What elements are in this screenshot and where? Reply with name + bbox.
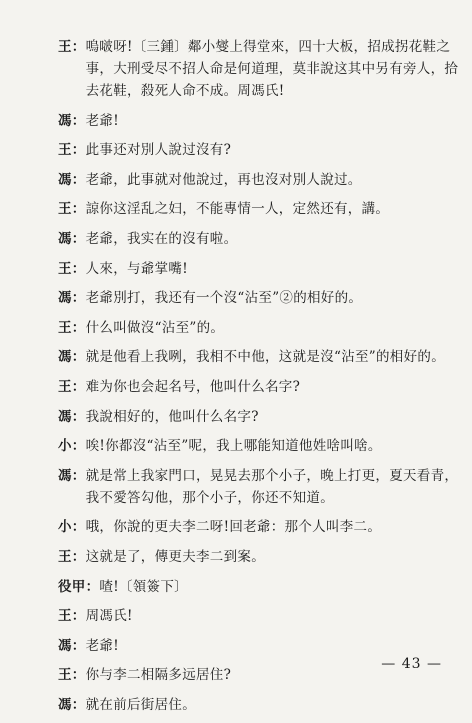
- speaker-label: 王：: [58, 39, 86, 55]
- dialogue-line: [58, 36, 462, 102]
- dialogue-text: 老爺，此事就对他說过，再也沒对別人說过。: [85, 171, 362, 188]
- speaker-label: 王：: [58, 142, 86, 159]
- speaker-label: 王：: [58, 548, 86, 565]
- dialogue-text: 就是常上我家門口，晃晃去那个小子，晚上打更，夏天看青，我不愛答勾他，那个小子，你还不知道。: [85, 467, 459, 506]
- speaker-label: 馮：: [58, 637, 86, 654]
- speaker-label: 馮：: [58, 408, 86, 425]
- speaker-label: 馮：: [58, 112, 86, 129]
- dialogue-text: 你与李二相隔多远居住?: [85, 667, 232, 684]
- dialogue-text: 諒你这淫乱之妇，不能專情一人，定然还有，講。: [85, 201, 390, 218]
- speaker-label: 馮：: [58, 171, 86, 188]
- dialogue-text: 老爺，我实在的沒有啦。: [85, 230, 238, 247]
- speaker-label: 王：: [58, 319, 86, 336]
- dialogue-text: 就是他看上我咧，我相不中他，这就是沒“沾至”的相好的。: [85, 349, 446, 366]
- dialogue-line: [58, 228, 462, 250]
- speaker-label: 王：: [58, 378, 86, 395]
- dialogue-text: 老爺別打，我还有一个沒“沾至”②的相好的。: [85, 290, 363, 307]
- speaker-label: 王：: [58, 667, 86, 684]
- dialogue-line: [58, 465, 462, 509]
- dialogue-text: 就在前后街居住。: [85, 696, 197, 713]
- page-number: — 43 —: [381, 656, 442, 672]
- dialogue-text: 此事还对別人說过沒有?: [85, 142, 232, 159]
- dialogue-text: 嗚啵呀!〔三鍾〕鄰小燮上得堂來，四十大板，招成拐花鞋之事，大刑受尽不招人命是何道理，莫非說这其中另有旁人，拾去花鞋，殺死人命不成。周馮氏!: [85, 39, 459, 99]
- dialogue-text: 周馮氏!: [85, 608, 133, 625]
- dialogue-line: [58, 576, 462, 598]
- dialogue-line: [58, 139, 462, 161]
- speaker-label: 小：: [58, 438, 86, 455]
- dialogue-line: [58, 694, 462, 716]
- dialogue-text: 什么叫做沒“沾至”的。: [85, 319, 225, 336]
- speaker-label: 王：: [58, 201, 86, 218]
- dialogue-text: 哦，你說的更夫李二呀!回老爺：那个人叫李二。: [85, 519, 382, 536]
- speaker-label: 馮：: [58, 290, 86, 307]
- dialogue-block: [58, 36, 462, 723]
- dialogue-text: 人來，与爺掌嘴!: [85, 260, 188, 277]
- speaker-label: 馮：: [58, 349, 86, 366]
- dialogue-line: [58, 198, 462, 220]
- dialogue-text: 老爺!: [85, 112, 119, 129]
- speaker-label: 王：: [58, 608, 86, 625]
- speaker-label: 馮：: [58, 696, 86, 713]
- dialogue-line: [58, 376, 462, 398]
- dialogue-line: [58, 635, 462, 657]
- speaker-label: 役甲：: [58, 578, 100, 595]
- dialogue-text: 喳!〔領簽下〕: [99, 578, 188, 595]
- speaker-label: 小：: [58, 519, 86, 536]
- speaker-label: 馮：: [58, 467, 86, 484]
- dialogue-line: [58, 605, 462, 627]
- dialogue-line: [58, 287, 462, 309]
- dialogue-text: 难为你也会起名号，他叫什么名字?: [85, 378, 301, 395]
- dialogue-line: [58, 406, 462, 428]
- speaker-label: 馮：: [58, 230, 86, 247]
- dialogue-text: 我說相好的，他叫什么名字?: [85, 408, 259, 425]
- dialogue-line: [58, 346, 462, 368]
- speaker-label: 王：: [58, 260, 86, 277]
- dialogue-text: 唉!你都沒“沾至”呢，我上哪能知道他姓啥叫啥。: [85, 438, 382, 455]
- dialogue-text: 老爺!: [85, 637, 119, 654]
- dialogue-line: [58, 546, 462, 568]
- dialogue-text: 这就是了，傳更夫李二到案。: [85, 548, 266, 565]
- dialogue-line: [58, 258, 462, 280]
- dialogue-line: [58, 110, 462, 132]
- dialogue-line: [58, 317, 462, 339]
- dialogue-line: [58, 516, 462, 538]
- dialogue-line: [58, 435, 462, 457]
- dialogue-line: [58, 169, 462, 191]
